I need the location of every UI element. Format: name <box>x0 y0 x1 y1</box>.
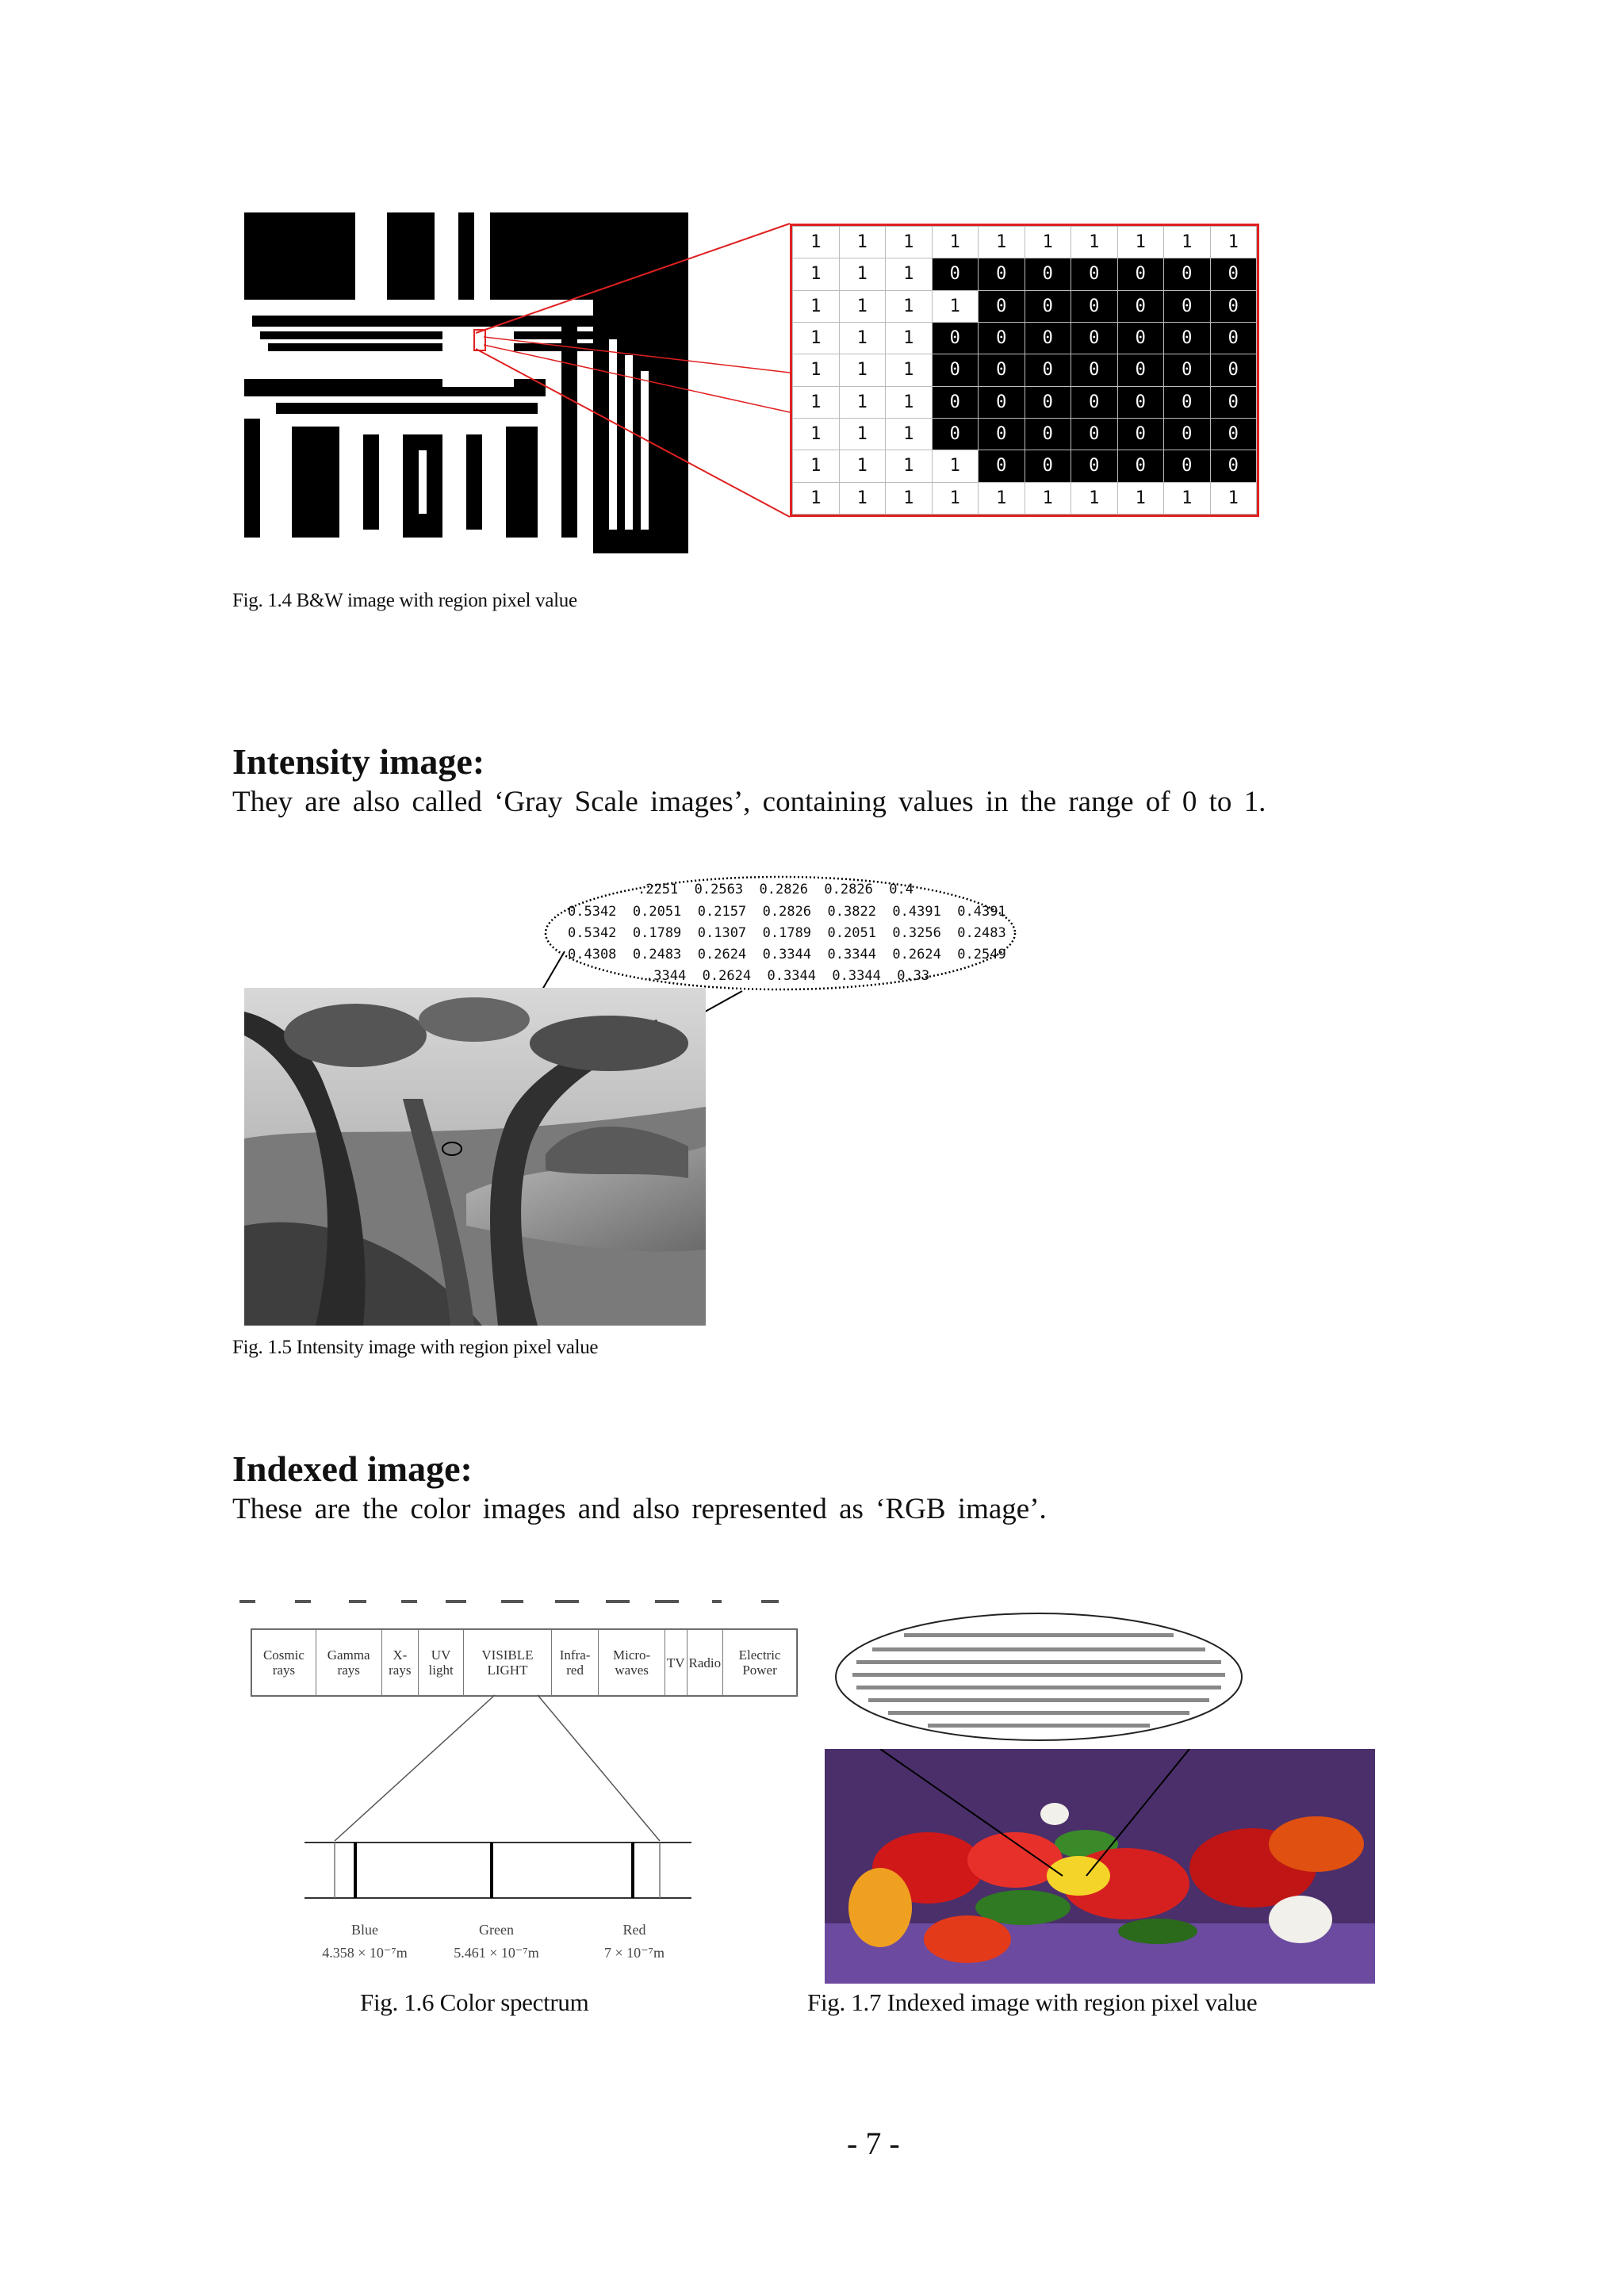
grid-cell: 0 <box>1071 450 1118 482</box>
grid-cell: 1 <box>793 386 840 418</box>
grid-cell: 0 <box>932 386 979 418</box>
peppers-photo <box>825 1749 1375 1984</box>
grid-cell: 0 <box>979 322 1025 354</box>
grid-cell: 1 <box>793 450 840 482</box>
grid-cell: 1 <box>839 386 886 418</box>
spectrum-cell: UV light <box>419 1630 464 1696</box>
fig15-caption: Fig. 1.5 Intensity image with region pixel value <box>232 1337 599 1358</box>
grid-cell: 0 <box>1071 258 1118 290</box>
grid-cell: 1 <box>886 450 933 482</box>
grid-cell: 1 <box>1025 482 1071 514</box>
spectrum-cell: Infra-red <box>551 1630 599 1696</box>
spectrum-cell: Cosmic rays <box>252 1630 316 1696</box>
grid-cell: 0 <box>932 354 979 386</box>
grid-cell: 1 <box>839 418 886 450</box>
grid-cell: 1 <box>1117 482 1164 514</box>
fig16-caption: Fig. 1.6 Color spectrum <box>360 1988 589 2016</box>
grid-cell: 1 <box>839 227 886 258</box>
grid-cell: 0 <box>1071 290 1118 322</box>
spectrum-cell: Micro-waves <box>599 1630 665 1696</box>
grid-cell: 1 <box>886 418 933 450</box>
grid-cell: 1 <box>1071 482 1118 514</box>
grid-cell: 1 <box>839 450 886 482</box>
grid-cell: 0 <box>1210 354 1257 386</box>
grid-cell: 1 <box>839 290 886 322</box>
grid-cell: 0 <box>932 418 979 450</box>
intensity-photo <box>244 988 706 1326</box>
grid-cell: 0 <box>1117 418 1164 450</box>
pixel-row: .3344 0.2624 0.3344 0.3344 0.33 <box>645 968 930 984</box>
grid-cell: 0 <box>1025 322 1071 354</box>
grid-cell: 0 <box>1071 386 1118 418</box>
grid-cell: 0 <box>1025 386 1071 418</box>
intensity-heading: Intensity image: <box>232 741 485 782</box>
pixel-row: 0.4308 0.2483 0.2624 0.3344 0.3344 0.2624 0.2549 <box>568 947 1006 962</box>
grid-cell: 0 <box>1164 354 1211 386</box>
grid-cell: 1 <box>1210 227 1257 258</box>
grid-cell: 1 <box>886 322 933 354</box>
grid-cell: 1 <box>1071 227 1118 258</box>
spectrum-cell: Electric Power <box>723 1630 797 1696</box>
grid-cell: 0 <box>979 450 1025 482</box>
grid-cell: 1 <box>793 482 840 514</box>
indexed-description: These are the color images and also represented as ‘RGB image’. <box>232 1493 1047 1525</box>
grid-cell: 0 <box>979 386 1025 418</box>
grid-cell: 1 <box>886 258 933 290</box>
grid-cell: 1 <box>932 227 979 258</box>
spectrum-cell: TV <box>665 1630 687 1696</box>
spectrum-label-red: Red 7 × 10⁻⁷m <box>604 1922 665 1961</box>
grid-cell: 1 <box>793 322 840 354</box>
grid-cell: 0 <box>1117 322 1164 354</box>
grid-cell: 0 <box>932 322 979 354</box>
grid-cell: 0 <box>1210 386 1257 418</box>
pixel-row: 0.5342 0.1789 0.1307 0.1789 0.2051 0.3256 0.2483 <box>568 925 1006 941</box>
pixel-row: .2251 0.2563 0.2826 0.2826 0.4 <box>638 882 914 897</box>
grid-cell: 1 <box>886 482 933 514</box>
grid-cell: 1 <box>839 482 886 514</box>
grid-cell: 1 <box>793 418 840 450</box>
grid-cell: 1 <box>839 258 886 290</box>
fig17-caption: Fig. 1.7 Indexed image with region pixel value <box>807 1988 1258 2016</box>
fig14-caption: Fig. 1.4 B&W image with region pixel value <box>232 590 577 611</box>
grid-cell: 0 <box>1210 450 1257 482</box>
grid-cell: 1 <box>932 290 979 322</box>
grid-cell: 1 <box>886 386 933 418</box>
grid-cell: 1 <box>979 227 1025 258</box>
grid-cell: 0 <box>1071 354 1118 386</box>
indexed-ellipse <box>833 1609 1245 1744</box>
grid-cell: 0 <box>1164 418 1211 450</box>
grid-cell: 1 <box>1025 227 1071 258</box>
grid-cell: 0 <box>1117 386 1164 418</box>
grid-cell: 1 <box>886 227 933 258</box>
grid-cell: 0 <box>1117 354 1164 386</box>
grid-cell: 1 <box>1164 482 1211 514</box>
grid-cell: 1 <box>932 450 979 482</box>
spectrum-expansion-lines <box>238 1595 809 1976</box>
grid-cell: 0 <box>1164 258 1211 290</box>
grid-cell: 0 <box>1025 290 1071 322</box>
grid-cell: 1 <box>886 290 933 322</box>
spectrum-label-blue: Blue 4.358 × 10⁻⁷m <box>322 1922 408 1961</box>
grid-cell: 0 <box>1071 418 1118 450</box>
grid-cell: 1 <box>793 258 840 290</box>
grid-cell: 0 <box>932 258 979 290</box>
grid-cell: 1 <box>1164 227 1211 258</box>
grid-cell: 1 <box>839 354 886 386</box>
grid-cell: 0 <box>1025 418 1071 450</box>
grid-cell: 0 <box>1164 322 1211 354</box>
grid-cell: 0 <box>979 258 1025 290</box>
grid-cell: 0 <box>1025 450 1071 482</box>
grid-cell: 0 <box>1164 386 1211 418</box>
spectrum-cell: X-rays <box>381 1630 418 1696</box>
grid-cell: 0 <box>1025 354 1071 386</box>
grid-cell: 0 <box>1025 258 1071 290</box>
grid-cell: 0 <box>979 290 1025 322</box>
pixel-row: 0.5342 0.2051 0.2157 0.2826 0.3822 0.4391 0.4391 <box>568 904 1006 920</box>
grid-cell: 1 <box>793 290 840 322</box>
grid-cell: 0 <box>979 418 1025 450</box>
grid-cell: 1 <box>793 354 840 386</box>
spectrum-cell: Gamma rays <box>316 1630 381 1696</box>
spectrum-label-green: Green 5.461 × 10⁻⁷m <box>454 1922 539 1961</box>
spectrum-cell: VISIBLE LIGHT <box>464 1630 552 1696</box>
grid-cell: 0 <box>1210 322 1257 354</box>
intensity-description: They are also called ‘Gray Scale images’, containing values in the range of 0 to 1. <box>232 786 1266 818</box>
grid-cell: 0 <box>1117 450 1164 482</box>
grid-cell: 0 <box>1210 290 1257 322</box>
grid-cell: 1 <box>839 322 886 354</box>
grid-cell: 0 <box>1164 450 1211 482</box>
indexed-heading: Indexed image: <box>232 1448 473 1489</box>
grid-cell: 0 <box>1117 290 1164 322</box>
grid-cell: 1 <box>886 354 933 386</box>
grid-cell: 1 <box>1210 482 1257 514</box>
color-spectrum-figure <box>238 1595 809 1976</box>
grid-cell: 1 <box>979 482 1025 514</box>
grid-cell: 1 <box>1117 227 1164 258</box>
grid-cell: 0 <box>979 354 1025 386</box>
grid-cell: 0 <box>1164 290 1211 322</box>
grid-cell: 1 <box>932 482 979 514</box>
grid-cell: 0 <box>1210 258 1257 290</box>
grid-cell: 0 <box>1117 258 1164 290</box>
page-number: - 7 - <box>847 2126 900 2161</box>
grid-cell: 1 <box>793 227 840 258</box>
grid-cell: 0 <box>1210 418 1257 450</box>
grid-cell: 0 <box>1071 322 1118 354</box>
spectrum-cell: Radio <box>687 1630 723 1696</box>
